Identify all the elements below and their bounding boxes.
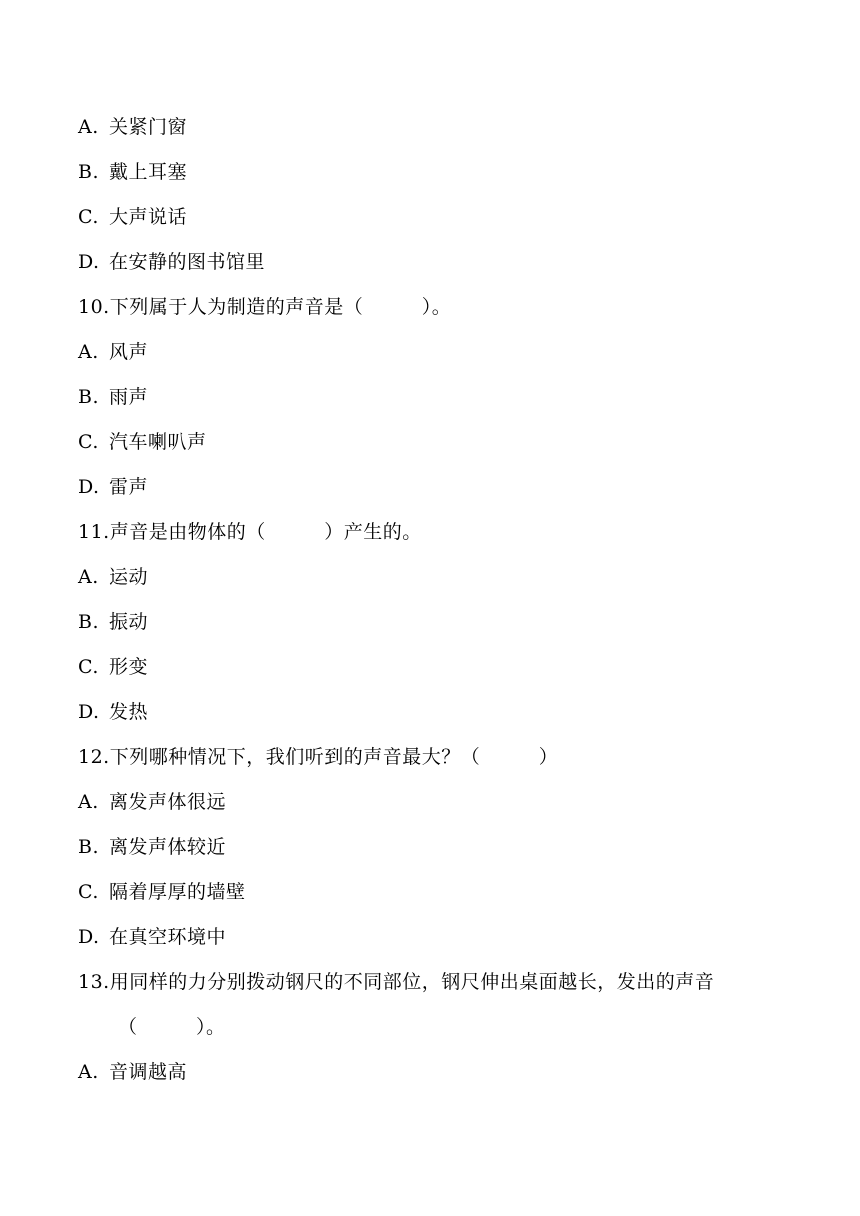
q9-option-c: C. 大声说话 [78, 206, 188, 228]
q12-option-d: D. 在真空环境中 [78, 926, 227, 948]
q12-option-a: A. 离发声体很远 [78, 791, 227, 813]
q13-option-a: A. 音调越高 [78, 1061, 188, 1083]
q12-option-b: B. 离发声体较近 [78, 836, 227, 858]
q11-option-a: A. 运动 [78, 566, 149, 588]
q10-option-d: D. 雷声 [78, 476, 149, 498]
q12-stem: 12.下列哪种情况下，我们听到的声音最大？（ ） [78, 746, 559, 768]
q9-option-d: D. 在安静的图书馆里 [78, 251, 266, 273]
q12-option-c: C. 隔着厚厚的墙壁 [78, 881, 246, 903]
q11-option-c: C. 形变 [78, 656, 149, 678]
q11-option-d: D. 发热 [78, 701, 149, 723]
q10-option-c: C. 汽车喇叭声 [78, 431, 207, 453]
q13-stem: 13.用同样的力分别拨动钢尺的不同部位，钢尺伸出桌面越长，发出的声音 [78, 971, 715, 993]
q9-option-b: B. 戴上耳塞 [78, 161, 188, 183]
q9-option-a: A. 关紧门窗 [78, 116, 188, 138]
q11-option-b: B. 振动 [78, 611, 149, 633]
q10-option-a: A. 风声 [78, 341, 149, 363]
q10-stem: 10.下列属于人为制造的声音是（ ）。 [78, 296, 452, 318]
q10-option-b: B. 雨声 [78, 386, 149, 408]
q13-stem-continuation: （ ）。 [118, 1016, 226, 1038]
q11-stem: 11.声音是由物体的（ ）产生的。 [78, 521, 422, 543]
